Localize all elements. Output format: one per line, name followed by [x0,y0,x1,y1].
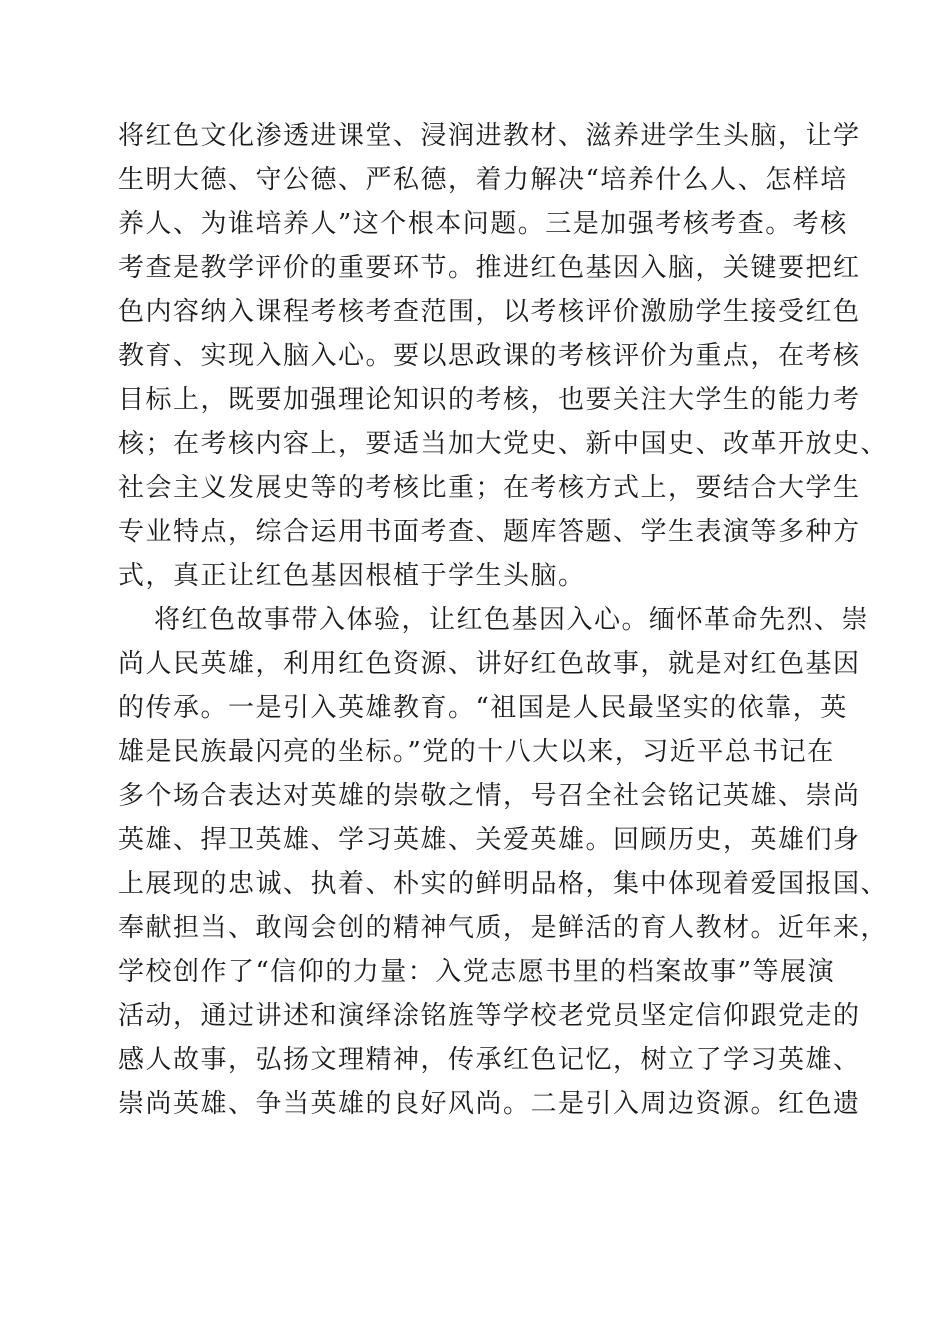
text-line: 多个场合表达对英雄的崇敬之情，号召全社会铭记英雄、崇尚 [118,781,861,811]
text-line: 式，真正让红色基因根植于学生头脑。 [118,561,586,591]
text-line: 考查是教学评价的重要环节。推进红色基因入脑，关键要把红 [118,253,861,283]
text-line: 崇尚英雄、争当英雄的良好风尚。二是引入周边资源。红色遗 [118,1089,861,1119]
text-line: 奉献担当、敢闯会创的精神气质，是鲜活的育人教材。近年来， [118,913,889,943]
text-line: 雄是民族最闪亮的坐标。”党的十八大以来，习近平总书记在 [118,737,835,767]
text-line: 专业特点，综合运用书面考查、题库答题、学生表演等多种方 [118,517,861,547]
text-line: 教育、实现入脑入心。要以思政课的考核评价为重点，在考核 [118,341,861,371]
text-line: 上展现的忠诚、执着、朴实的鲜明品格，集中体现着爱国报国、 [118,869,889,899]
text-line: 核；在考核内容上，要适当加大党史、新中国史、改革开放史、 [118,429,889,459]
text-line: 感人故事，弘扬文理精神，传承红色记忆，树立了学习英雄、 [118,1045,861,1075]
body-text [118,114,889,1126]
text-line: 将红色文化渗透进课堂、浸润进教材、滋养进学生头脑，让学 [118,121,861,151]
text-line: 活动，通过讲述和演绎涂铭旌等学校老党员坚定信仰跟党走的 [118,1001,861,1031]
text-line: 目标上，既要加强理论知识的考核，也要关注大学生的能力考 [118,385,861,415]
paragraph-first-line: 将红色故事带入体验，让红色基因入心。缅怀革命先烈、崇 [154,605,870,635]
text-line: 生明大德、守公德、严私德，着力解决“培养什么人、怎样培 [118,165,848,195]
text-line: 英雄、捍卫英雄、学习英雄、关爱英雄。回顾历史，英雄们身 [118,825,861,855]
text-line: 社会主义发展史等的考核比重；在考核方式上，要结合大学生 [118,473,861,503]
text-line: 的传承。一是引入英雄教育。“祖国是人民最坚实的依靠，英 [118,693,848,723]
text-line: 学校创作了“信仰的力量：入党志愿书里的档案故事”等展演 [118,957,836,987]
text-line: 养人、为谁培养人”这个根本问题。三是加强考核考查。考核 [118,209,848,239]
text-line: 色内容纳入课程考核考查范围，以考核评价激励学生接受红色 [118,297,861,327]
text-line: 尚人民英雄，利用红色资源、讲好红色故事，就是对红色基因 [118,649,861,679]
